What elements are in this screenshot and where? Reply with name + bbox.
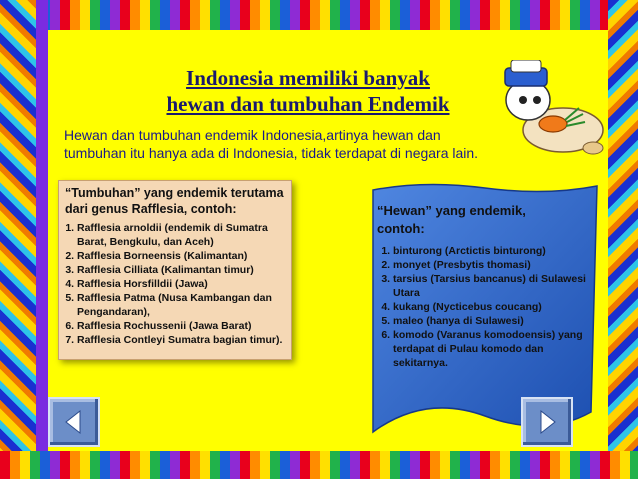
animal-item: 3. tarsius (Tarsius bancanus) di Sulawesi Utara bbox=[393, 272, 592, 300]
title-line-1: Indonesia memiliki banyak bbox=[186, 66, 430, 90]
animal-item: 4. kukang (Nycticebus coucang) bbox=[393, 300, 592, 314]
plant-item: 3. Rafflesia Cilliata (Kalimantan timur) bbox=[77, 263, 287, 277]
plant-item: 7. Rafflesia Contleyi Sumatra bagian timur). bbox=[77, 333, 287, 347]
plants-heading-line-1: “Tumbuhan” yang endemik terutama bbox=[65, 186, 284, 200]
animal-item: 6. komodo (Varanus komodoensis) yang terdapat di Pulau komodo dan sekitarnya. bbox=[393, 328, 592, 370]
slide-subtitle bbox=[64, 126, 524, 162]
plant-item: 6. Rafflesia Rochussenii (Jawa Barat) bbox=[77, 319, 287, 333]
plants-list bbox=[59, 221, 291, 347]
next-arrow-icon bbox=[533, 408, 561, 436]
animals-heading-line-1: “Hewan” yang endemik, bbox=[377, 203, 526, 218]
plants-heading bbox=[65, 185, 285, 217]
cartoon-character-icon bbox=[493, 60, 608, 165]
plant-item: 2. Rafflesia Borneensis (Kalimantan) bbox=[77, 249, 287, 263]
plants-heading-line-2: dari genus Rafflesia, contoh: bbox=[65, 202, 237, 216]
plant-item: 5. Rafflesia Patma (Nusa Kambangan dan Pengandaran), bbox=[77, 291, 287, 319]
top-decorative-border bbox=[0, 0, 638, 30]
plant-item: 1. Rafflesia arnoldii (endemik di Sumatra Barat, Bengkulu, dan Aceh) bbox=[77, 221, 287, 249]
animal-item: 1. binturong (Arctictis binturong) bbox=[393, 244, 592, 258]
animals-heading bbox=[377, 202, 592, 238]
plants-card bbox=[58, 180, 292, 360]
subtitle-line-1: Hewan dan tumbuhan endemik Indonesia,artinya hewan dan bbox=[64, 127, 441, 143]
animals-list bbox=[377, 244, 592, 370]
prev-arrow-icon bbox=[60, 408, 88, 436]
right-decorative-border bbox=[608, 0, 638, 479]
subtitle-line-2: tumbuhan itu hanya ada di Indonesia, tidak terdapat di negara lain. bbox=[64, 145, 479, 161]
title-line-2: hewan dan tumbuhan Endemik bbox=[166, 92, 450, 116]
animal-item: 2. monyet (Presbytis thomasi) bbox=[393, 258, 592, 272]
animal-item: 5. maleo (hanya di Sulawesi) bbox=[393, 314, 592, 328]
animals-content bbox=[377, 202, 592, 370]
bottom-decorative-border bbox=[0, 451, 638, 479]
animals-heading-line-2: contoh: bbox=[377, 221, 425, 236]
plant-item: 4. Rafflesia Horsfilldii (Jawa) bbox=[77, 277, 287, 291]
left-decorative-border bbox=[0, 0, 48, 479]
previous-slide-button[interactable] bbox=[48, 397, 100, 447]
slide-title bbox=[143, 65, 473, 117]
next-slide-button[interactable] bbox=[521, 397, 573, 447]
